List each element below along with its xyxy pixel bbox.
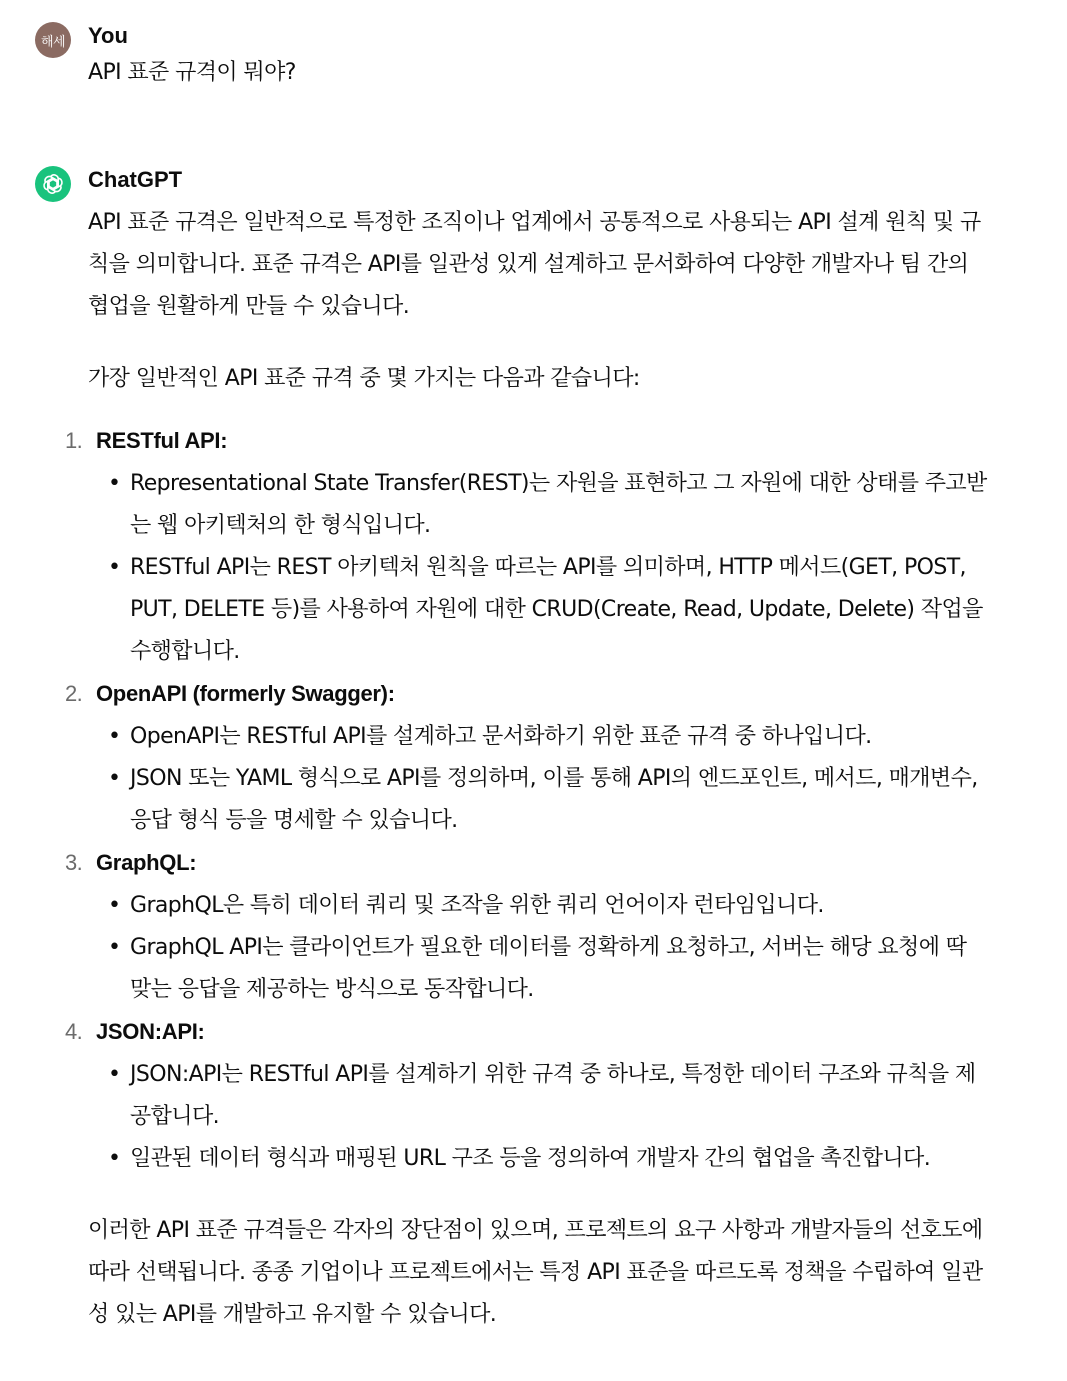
list-item-number: 1. bbox=[65, 428, 83, 453]
list-item bbox=[65, 420, 993, 673]
list-item-bullets bbox=[88, 1054, 993, 1180]
assistant-name: ChatGPT bbox=[88, 167, 183, 192]
bullet-item: • OpenAPI는 RESTful API를 설계하고 문서화하기 위한 표준 규격 중 하나입니다. bbox=[88, 716, 993, 758]
user-avatar: 해세 bbox=[35, 22, 71, 58]
bullet-item: • RESTful API는 REST 아키텍처 원칙을 따르는 API를 의미하며, HTTP 메서드(GET, POST, PUT, DELETE 등)를 사용하여 자원에 대한 CRUD(Create, Read, Update, Delete) 작업을 수행합니다. bbox=[88, 547, 993, 673]
bullet-item: • Representational State Transfer(REST)는 자원을 표현하고 그 자원에 대한 상태를 주고받는 웹 아키텍처의 한 형식입니다. bbox=[88, 463, 993, 547]
assistant-conclusion: 이러한 API 표준 규격들은 각자의 장단점이 있으며, 프로젝트의 요구 사항과 개발자들의 선호도에 따라 선택됩니다. 종종 기업이나 프로젝트에서는 특정 API 표준을 따르도록 정책을 수립하여 일관성 있는 API를 개발하고 유지할 수 있습니다. bbox=[88, 1218, 983, 1327]
openai-logo-icon bbox=[35, 166, 71, 202]
assistant-message-content bbox=[65, 202, 993, 1336]
bullet-item: • 일관된 데이터 형식과 매핑된 URL 구조 등을 정의하여 개발자 간의 협업을 촉진합니다. bbox=[88, 1138, 993, 1180]
list-item-bullets bbox=[88, 885, 993, 1011]
bullet-item: • GraphQL API는 클라이언트가 필요한 데이터를 정확하게 요청하고, 서버는 해당 요청에 딱 맞는 응답을 제공하는 방식으로 동작합니다. bbox=[88, 927, 993, 1011]
list-item bbox=[65, 1011, 993, 1180]
bullet-item: • JSON:API는 RESTful API를 설계하기 위한 규격 중 하나로, 특정한 데이터 구조와 규칙을 제공합니다. bbox=[88, 1054, 993, 1138]
bullet-item: • GraphQL은 특히 데이터 쿼리 및 조작을 위한 쿼리 언어이자 런타임입니다. bbox=[88, 885, 993, 927]
assistant-list-intro: 가장 일반적인 API 표준 규격 중 몇 가지는 다음과 같습니다: bbox=[88, 366, 640, 391]
user-message-content bbox=[88, 52, 993, 94]
assistant-intro: API 표준 규격은 일반적으로 특정한 조직이나 업계에서 공통적으로 사용되는 API 설계 원칙 및 규칙을 의미합니다. 표준 규격은 API를 일관성 있게 설계하고 문서화하여 다양한 개발자나 팀 간의 협업을 원활하게 만들 수 있습니다. bbox=[88, 210, 981, 319]
list-item-bullets bbox=[88, 463, 993, 673]
list-item-title: RESTful API: bbox=[96, 428, 228, 453]
list-item-number: 3. bbox=[65, 850, 83, 875]
list-item-title: OpenAPI (formerly Swagger): bbox=[96, 681, 395, 706]
list-item bbox=[65, 842, 993, 1011]
openai-logo-icon-glyph bbox=[41, 172, 65, 196]
bullet-item: • JSON 또는 YAML 형식으로 API를 정의하며, 이를 통해 API의 엔드포인트, 메서드, 매개변수, 응답 형식 등을 명세할 수 있습니다. bbox=[88, 758, 993, 842]
list-item bbox=[65, 673, 993, 842]
list-item-number: 4. bbox=[65, 1019, 83, 1044]
list-item-number: 2. bbox=[65, 681, 83, 706]
user-message-text: API 표준 규격이 뭐야? bbox=[88, 60, 296, 85]
user-name: You bbox=[88, 23, 128, 48]
list-item-title: JSON:API: bbox=[96, 1019, 205, 1044]
standards-list bbox=[65, 420, 993, 1180]
list-item-title: GraphQL: bbox=[96, 850, 197, 875]
list-item-bullets bbox=[88, 716, 993, 842]
